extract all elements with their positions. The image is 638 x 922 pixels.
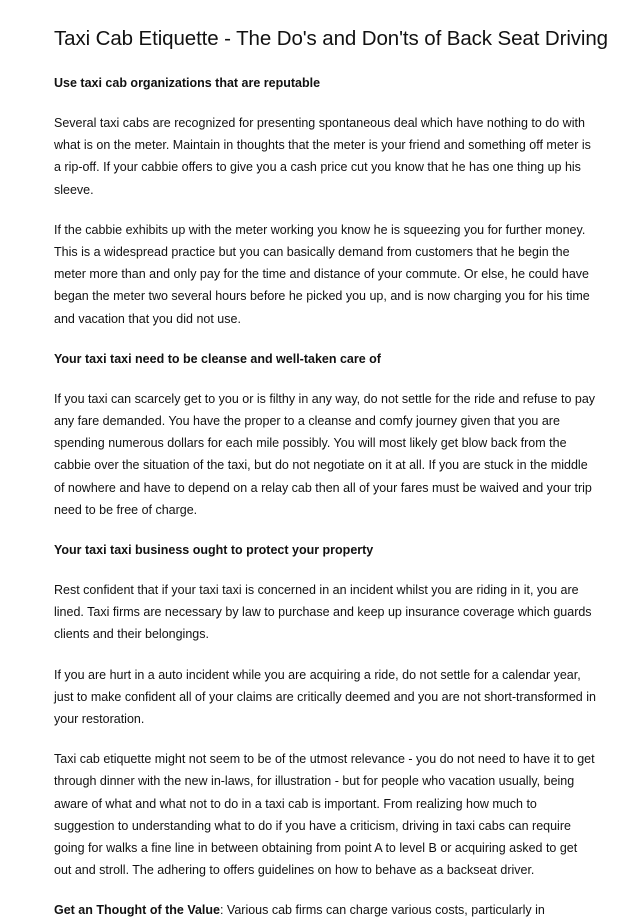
page-title: Taxi Cab Etiquette - The Do's and Don'ts of Back Seat Driving xyxy=(54,27,608,50)
section-heading: Use taxi cab organizations that are reputable xyxy=(54,76,321,90)
paragraph: If you are hurt in a auto incident while you are acquiring a ride, do not settle for a calendar year, just to make confident all of your claims are critically deemed and you are not short-transformed in your restoration. xyxy=(54,667,596,727)
paragraph: If you taxi can scarcely get to you or is filthy in any way, do not settle for the ride and refuse to pay any fare demanded. You have the proper to a cleanse and comfy journey given that you are spending numerous dollars for each mile possibly. You will most likely get blow back from the cabbie over the situation of the taxi, but do not negotiate on it at all. If you are stuck in the middle of nowhere and have to depend on a relay cab then all of your fares must be waived and your trip need to be free of charge. xyxy=(54,391,596,517)
paragraph: If the cabbie exhibits up with the meter working you know he is squeezing you for further money. This is a widespread practice but you can basically demand from customers that he begin the meter more than and only pay for the time and distance of your commute. Or else, he could have began the meter two several hours before he picked you up, and is now charging you for his time and vacation that you did not use. xyxy=(54,222,590,326)
paragraph: Rest confident that if your taxi taxi is concerned in an incident whilst you are riding in it, you are lined. Taxi firms are necessary by law to purchase and keep up insurance coverage which guards clients and their belongings. xyxy=(54,583,592,642)
inline-bold-lead: Get an Thought of the Value xyxy=(54,903,220,918)
paragraph: Several taxi cabs are recognized for presenting spontaneous deal which have nothing to do with what is on the meter. Maintain in thoughts that the meter is your friend and something off meter is a rip-off. If your cabbie offers to give you a cash price cut you know that he has one thing up his sleeve. xyxy=(54,116,591,197)
paragraph-text: : Various cab firms can charge various costs, particularly in xyxy=(219,903,545,918)
section-heading: Your taxi taxi need to be cleanse and well-taken care of xyxy=(54,351,381,366)
section-heading: Your taxi taxi business ought to protect your property xyxy=(54,543,374,558)
paragraph: Taxi cab etiquette might not seem to be of the utmost relevance - you do not need to have it to get through dinner with the new in-laws, for illustration - but for people who vacation usually, being aware of what and what not to do in a taxi cab is important. From realizing how much to suggestion to understanding what to do if you have a criticism, driving in taxi cabs can require going for walks a fine line in between obtaining from point A to level B or acquiring asked to get out and stroll. The adhering to offers guidelines on how to behave as a backseat driver. xyxy=(54,752,595,878)
